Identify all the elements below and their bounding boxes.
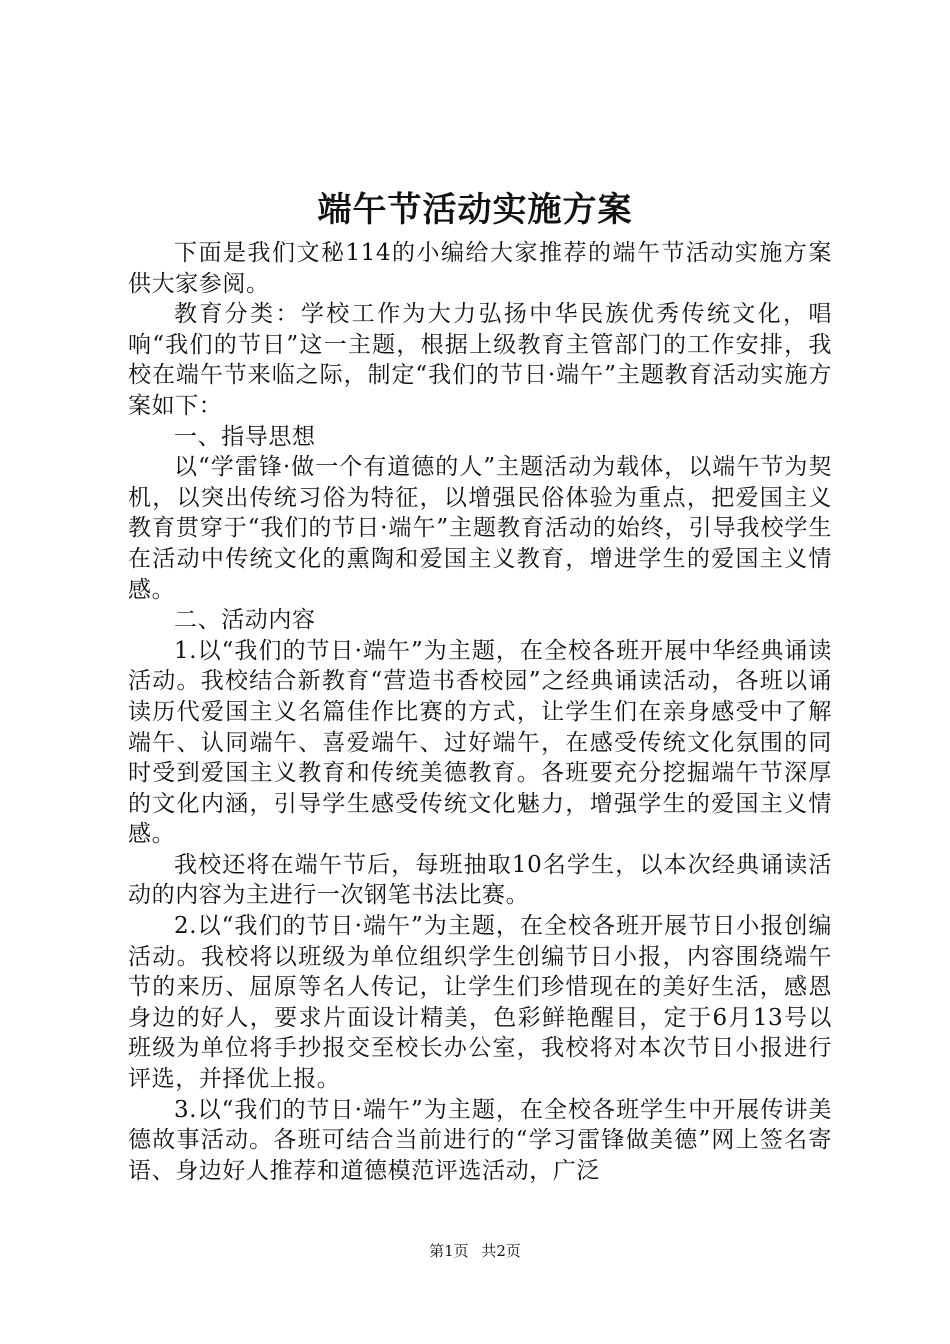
activity-3-paragraph: 3.以“我们的节日·端午”为主题，在全校各班学生中开展传讲美德故事活动。各班可结合当前进行的“学习雷锋做美德”网上签名寄语、身边好人推荐和道德模范评选活动，广泛 [128, 1096, 832, 1184]
intro-paragraph: 下面是我们文秘114的小编给大家推荐的端午节活动实施方案供大家参阅。 [128, 240, 832, 297]
document-body [128, 238, 832, 1186]
guiding-thought-paragraph: 以“学雷锋·做一个有道德的人”主题活动为载体，以端午节为契机，以突出传统习俗为特征，以增强民俗体验为重点，把爱国主义教育贯穿于“我们的节日·端午”主题教育活动的始终，引导我校学生在活动中传统文化的熏陶和爱国主义教育，增进学生的爱国主义情感。 [128, 454, 832, 603]
background-paragraph: 教育分类：学校工作为大力弘扬中华民族优秀传统文化，唱响“我们的节日”这一主题，根据上级教育主管部门的工作安排，我校在端午节来临之际，制定“我们的节日·端午”主题教育活动实施方案如下： [128, 301, 832, 419]
page-number-current: 第1页 [429, 1242, 469, 1260]
document-title: 端午节活动实施方案 [317, 190, 633, 230]
section-heading-guiding-thought: 一、指导思想 [174, 423, 316, 450]
section-heading-activity-content: 二、活动内容 [174, 607, 316, 634]
page-footer [0, 1240, 950, 1262]
page-number-total: 共2页 [481, 1242, 521, 1260]
calligraphy-contest-paragraph: 我校还将在端午节后，每班抽取10名学生，以本次经典诵读活动的内容为主进行一次钢笔书法比赛。 [128, 851, 832, 909]
activity-2-paragraph: 2.以“我们的节日·端午”为主题，在全校各班开展节日小报创编活动。我校将以班级为单位组织学生创编节日小报，内容围绕端午节的来历、屈原等名人传记，让学生们珍惜现在的美好生活，感恩身边的好人，要求片面设计精美，色彩鲜艳醒目，定于6月13号以班级为单位将手抄报交至校长办公室，我校将对本次节日小报进行评选，并择优上报。 [128, 913, 832, 1093]
activity-1-paragraph: 1.以“我们的节日·端午”为主题，在全校各班开展中华经典诵读活动。我校结合新教育“营造书香校园”之经典诵读活动，各班以诵读历代爱国主义名篇佳作比赛的方式，让学生们在亲身感受中了解端午、认同端午、喜爱端午、过好端午，在感受传统文化氛围的同时受到爱国主义教育和传统美德教育。各班要充分挖掘端午节深厚的文化内涵，引导学生感受传统文化魅力，增强学生的爱国主义情感。 [128, 637, 832, 848]
